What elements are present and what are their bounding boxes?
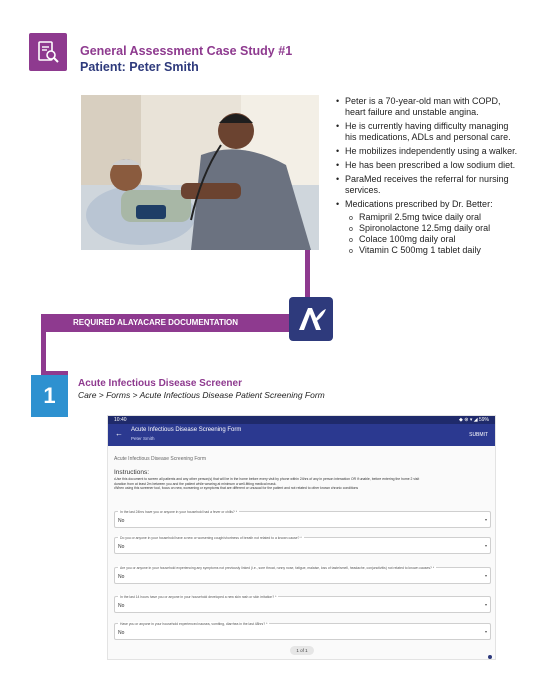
- question-value: No: [118, 574, 125, 580]
- document-search-icon: [29, 33, 67, 71]
- form-name-label: Acute Infectious Disease Screening Form: [114, 456, 206, 462]
- medication-item: o Colace 100mg daily oral: [349, 234, 521, 245]
- chevron-down-icon: ▾: [484, 602, 487, 607]
- status-time: 10:40: [114, 417, 127, 423]
- question-nausea[interactable]: [114, 623, 491, 640]
- alayacare-logo-icon: [289, 297, 333, 341]
- question-value: No: [118, 544, 125, 550]
- app-bar-patient: Peter Smith: [131, 436, 155, 441]
- question-fever[interactable]: [114, 511, 491, 528]
- chevron-down-icon: ▾: [484, 517, 487, 522]
- step-title: Acute Infectious Disease Screener: [78, 378, 242, 389]
- page-title: General Assessment Case Study #1: [80, 44, 293, 58]
- step-breadcrumb: Care > Forms > Acute Infectious Disease Patient Screening Form: [78, 390, 325, 400]
- chevron-down-icon: ▾: [484, 543, 487, 548]
- case-bullet: • He is currently having difficulty managing his medications, ADLs and personal care.: [336, 121, 521, 143]
- chevron-down-icon: ▾: [484, 573, 487, 578]
- app-bar-title: Acute Infectious Disease Screening Form: [131, 427, 242, 433]
- instruction-line: duration from at least 2m between you and the patient while wearing at minimum a well-fitting medical mask.: [114, 481, 277, 486]
- step-number-badge: 1: [31, 375, 68, 417]
- status-bar: [108, 416, 495, 424]
- question-label: Have you or anyone in your household experienced nausea, vomiting, diarrhea in the last 48hrs? *: [120, 622, 268, 626]
- medications-list: [345, 212, 521, 256]
- instruction-line: •When using this screener tool, focus on new, worsening or symptoms that are different or unusual for the patient and not related to other known chronic conditions: [114, 486, 359, 491]
- question-label: Are you or anyone in your household experiencing any symptoms not previously linked (i.e., sore throat, runny nose, fatigue, malaise, loss of taste/smell, headache, conjunctivitis) not related to known causes? *: [120, 566, 435, 570]
- medications-heading: Medications prescribed by Dr. Better:: [345, 199, 493, 209]
- form-screenshot: [107, 415, 496, 660]
- page-indicator: 1 of 1: [290, 646, 314, 655]
- connector-line: [305, 250, 310, 300]
- documentation-banner: REQUIRED ALAYACARE DOCUMENTATION: [41, 314, 303, 332]
- nurse-checking-patient-photo: [81, 95, 319, 250]
- instructions-heading: Instructions:: [114, 469, 150, 476]
- question-label: In the last 14 hours have you or anyone in your household developed a new skin rash or skin irritation? *: [120, 595, 277, 599]
- case-bullet: • He has been prescribed a low sodium diet.: [336, 160, 521, 171]
- question-value: No: [118, 630, 125, 636]
- page-dot-icon: [488, 655, 492, 659]
- case-bullet: • Peter is a 70-year-old man with COPD, heart failure and unstable angina.: [336, 96, 521, 118]
- medication-item: o Ramipril 2.5mg twice daily oral: [349, 212, 521, 223]
- case-bullet: • ParaMed receives the referral for nursing services.: [336, 174, 521, 196]
- question-label: Do you or anyone in your household have a new or worsening cough/shortness of breath not related to a known cause? *: [120, 536, 302, 540]
- case-bullet: • He mobilizes independently using a walker.: [336, 146, 521, 157]
- chevron-down-icon: ▾: [484, 629, 487, 634]
- medication-item: o Vitamin C 500mg 1 tablet daily: [349, 245, 521, 256]
- back-arrow-icon[interactable]: ←: [115, 429, 123, 438]
- status-icons: ◆ ⊛ ▾ ◢ 59%: [459, 417, 489, 423]
- question-rash[interactable]: [114, 596, 491, 613]
- case-details-list: [336, 96, 521, 259]
- question-value: No: [118, 603, 125, 609]
- submit-button[interactable]: SUBMIT: [469, 432, 488, 438]
- question-cough[interactable]: [114, 537, 491, 554]
- question-label: In the last 24hrs have you or anyone in your household had a fever or chills? *: [120, 510, 238, 514]
- instruction-line: •Use this document to screen all patients and any other person(s) that will be in the home before every visit by phone within 24hrs of any in person interaction OR if unable, before entering the home 2 visit: [114, 477, 420, 481]
- question-symptoms[interactable]: [114, 567, 491, 584]
- question-value: No: [118, 518, 125, 524]
- patient-subtitle: Patient: Peter Smith: [80, 60, 199, 74]
- medication-item: o Spironolactone 12.5mg daily oral: [349, 223, 521, 234]
- app-bar: [108, 424, 495, 446]
- instructions-text: [114, 477, 490, 491]
- case-bullet-medications: [336, 199, 521, 256]
